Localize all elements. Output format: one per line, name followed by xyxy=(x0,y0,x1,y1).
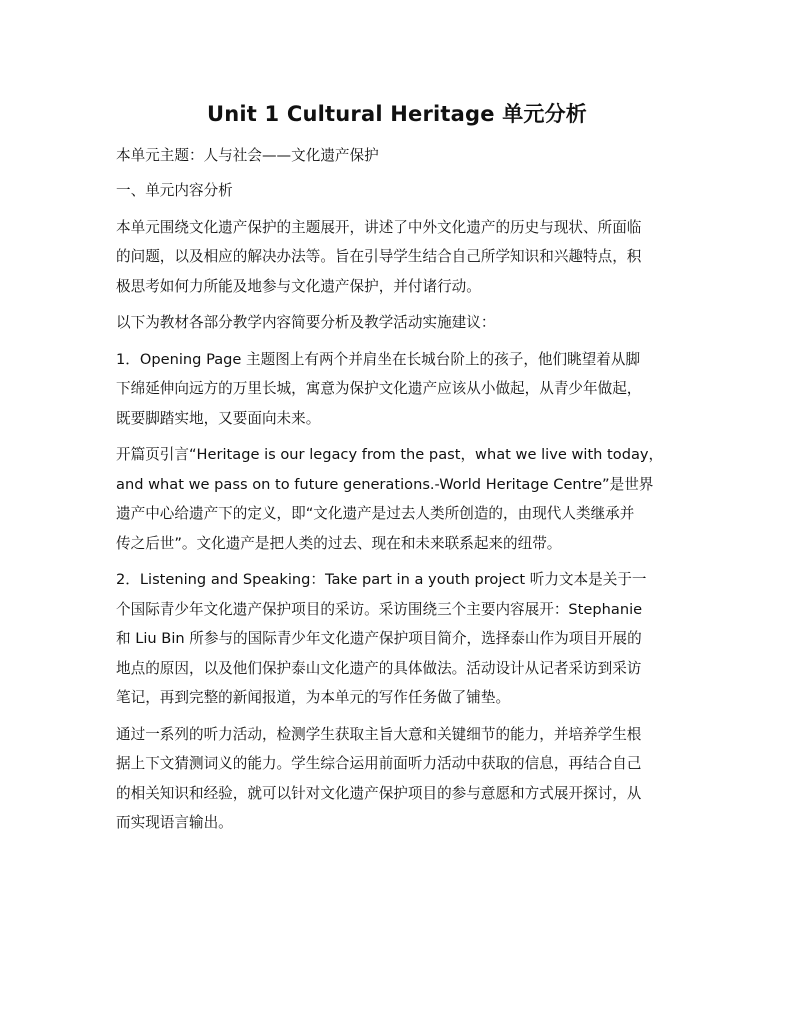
opening-page-paragraph xyxy=(116,350,680,429)
listening-activities-paragraph xyxy=(116,725,680,834)
unit-theme-line: 本单元主题：人与社会——文化遗产保护 xyxy=(116,147,379,164)
section-heading-content-analysis: 一、单元内容分析 xyxy=(116,182,233,199)
paragraph-line: 2．Listening and Speaking：Take part in a youth project 听力文本是关于一 xyxy=(116,571,647,588)
paragraph-line: 本单元围绕文化遗产保护的主题展开，讲述了中外文化遗产的历史与现状、所面临 xyxy=(116,218,642,236)
paragraph-line: 和 Liu Bin 所参与的国际青少年文化遗产保护项目简介，选择泰山作为项目开展的 xyxy=(116,630,642,647)
paragraph-line: 据上下文猜测词义的能力。学生综合运用前面听力活动中获取的信息，再结合自己 xyxy=(116,755,642,772)
document-title: Unit 1 Cultural Heritage 单元分析 xyxy=(206,102,588,126)
paragraph-line: 开篇页引言“Heritage is our legacy from the past，what we live with today， xyxy=(116,446,664,463)
paragraph-line: 个国际青少年文化遗产保护项目的采访。采访围绕三个主要内容展开：Stephanie xyxy=(116,600,643,618)
paragraph-line: 1．Opening Page 主题图上有两个并肩坐在长城台阶上的孩子，他们眺望着从脚 xyxy=(116,350,641,368)
overview-line: 以下为教材各部分教学内容简要分析及教学活动实施建议： xyxy=(116,314,496,331)
paragraph-line: 的问题，以及相应的解决办法等。旨在引导学生结合自己所学知识和兴趣特点，积 xyxy=(116,248,642,265)
paragraph-line: 极思考如何力所能及地参与文化遗产保护，并付诸行动。 xyxy=(116,277,481,295)
paragraph-line: 传之后世”。文化遗产是把人类的过去、现在和未来联系起来的纽带。 xyxy=(116,534,562,552)
paragraph-line: 而实现语言输出。 xyxy=(116,814,233,831)
paragraph-line: 的相关知识和经验，就可以针对文化遗产保护项目的参与意愿和方式展开探讨，从 xyxy=(116,784,642,802)
document-body xyxy=(116,146,680,833)
listening-speaking-paragraph xyxy=(116,570,680,708)
paragraph-line: 通过一系列的听力活动，检测学生获取主旨大意和关键细节的能力，并培养学生根 xyxy=(116,725,642,743)
paragraph-line: 既要脚踏实地，又要面向未来。 xyxy=(116,409,321,427)
paragraph-line: 下绵延伸向远方的万里长城，寓意为保护文化遗产应该从小做起，从青少年做起， xyxy=(116,380,642,397)
paragraph-line: and what we pass on to future generations.-World Heritage Centre”是世界 xyxy=(116,475,654,493)
intro-paragraph xyxy=(116,218,680,297)
paragraph-line: 地点的原因，以及他们保护泰山文化遗产的具体做法。活动设计从记者采访到采访 xyxy=(116,659,642,677)
paragraph-line: 遗产中心给遗产下的定义，即“文化遗产是过去人类所创造的，由现代人类继承并 xyxy=(116,505,635,522)
paragraph-line: 笔记，再到完整的新闻报道，为本单元的写作任务做了铺垫。 xyxy=(116,689,511,706)
quote-paragraph xyxy=(116,445,680,554)
